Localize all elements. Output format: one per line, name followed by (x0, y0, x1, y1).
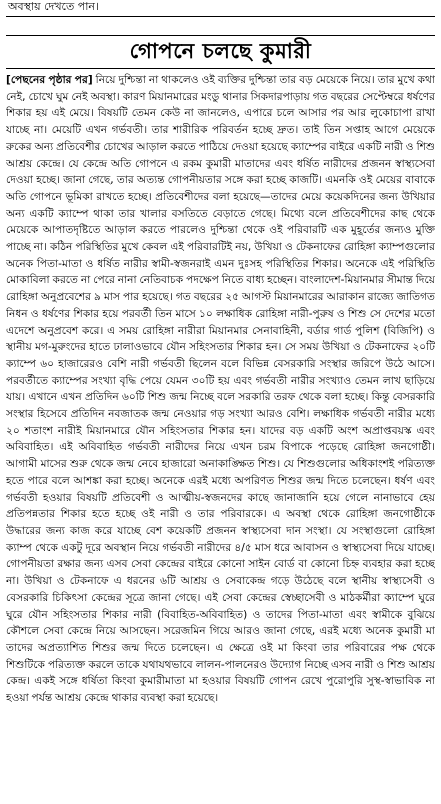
previous-article-fragment: অবস্থায় দেখতে পান। (6, 0, 435, 17)
article-body-text: নিয়ে দুশ্চিন্তা না থাকলেও ওই ব্যক্তির দুশ্চিন্তা তার বড় মেয়েকে নিয়ে। তার মুখে কথা নেই, চোখে ঘুম নেই অবস্থা। কারণ মিয়ানমারের মংডু থানার সিকদারপাড়ায় গত বছরের সেপ্টেম্বরে ধর্ষণের শিকার হয় এই মেয়ে। বিষয়টি তেমন কেউ না জানলেও, এপারে চলে আসার পর আর লুকোচাপা রাখা যাচ্ছে না। মেয়েটি এখন গর্ভবতী। তার শারীরিক পরিবর্তন হচ্ছে দ্রুত। তাই তিন সপ্তাহ আগে মেয়েকে রুকের অন্য প্রতিবেশীর চোখের আড়াল করতে পাঠিয়ে দেওয়া হয়েছে ক্যাম্পের বাইরে একটি নারী ও শিশু আশ্রয় কেন্দ্রে। যে কেন্দ্রে অতি গোপনে এ রকম কুমারী মাতাদের এবং ধর্ষিত নারীদের প্রজনন স্বাস্থ্যসেবা দেওয়া হচ্ছে। জানা গেছে, তার অত্যন্ত গোপনীয়তার সঙ্গে করা হচ্ছে কাজটি। এমনকি ওই মেয়ের বাবাকে অতি গোপনে ভূমিকা রাখতে হচ্ছে। প্রতিবেশীদের বলা হয়েছে—তাদের মেয়ে কয়েকদিনের জন্য উখিয়ার অন্য একটি ক্যাম্পে থাকা তার খালার বসতিতে বেড়াতে গেছে। মিথ্যে বলে প্রতিবেশীদের কাছ থেকে মেয়েকে আপাতদৃষ্টিতে আড়াল করতে পারলেও দুশ্চিন্তা থেকে ওই পরিবারটি এক মুহূর্তের জন্যও মুক্তি পাচ্ছে না। কঠিন পরিস্থিতির মুখে কেবল এই পরিবারটিই নয়, উখিয়া ও টেকনাফের রোহিঙ্গা ক্যাম্পগুলোর অনেক পিতা-মাতা ও ধর্ষিত নারীর স্বামী-স্বজনরাই এমন দুঃসহ পরিস্থিতির শিকার। অনেকে এই পরিস্থিতি মোকাবিলা করতে না পেরে নানা নেতিবাচক পদক্ষেপ নিতে বাধ্য হচ্ছেন। বাংলাদেশ-মিয়ানমার সীমান্ত দিয়ে রোহিঙ্গা অনুপ্রবেশের ৯ মাস পার হয়েছে। গত বছরের ২৫ আগস্ট মিয়ানমারের আরাকান রাজ্যে জাতিগত নিধন ও ধর্ষণের শিকার হয়ে পরবর্তী তিন মাসে ১০ লক্ষাধিক রোহিঙ্গা নারী-পুরুষ ও শিশু সে দেশের মতো এদেশে অনুপ্রবেশ করে। এ সময় রোহিঙ্গা নারীরা মিয়ানমার সেনাবাহিনী, বর্ডার গার্ড পুলিশ (বিজিপি) ও স্থানীয় মগ-মুরুংদের হাতে ঢালাওভাবে যৌন সহিংসতার শিকার হন। সে সময় উখিয়া ও টেকনাফের ২০টি ক্যাম্পে ৬০ হাজারেরও বেশি নারী গর্ভবতী ছিলেন বলে বিভিন্ন বেসরকারি সংস্থার জরিপে উঠে আসে। পরবর্তীতে ক্যাম্পের সংখ্যা বৃদ্ধি পেয়ে যেমন ৩০টি হয় এবং গর্ভবতী নারীর সংখ্যাও তেমন লাখ ছাড়িয়ে যায়। এখানে এখন প্রতিদিন ৬০টি শিশু জন্ম নিচ্ছে বলে সরকারি তরফ থেকে বলা হচ্ছে। কিন্তু বেসরকারি সংস্থার হিসেবে প্রতিদিন নবজাতক জন্ম নেওয়ার গড় সংখ্যা আরও বেশি। লক্ষাধিক গর্ভবতী নারীর মধ্যে ২০ শতাংশ নারীই মিয়ানমারে যৌন সহিংসতার শিকার হন। যাদের বড় একটি অংশ অপ্রাপ্তবয়স্ক এবং অবিবাহিত। এই অবিবাহিত গর্ভবতী নারীদের নিয়ে এখন চরম বিপাকে পড়েছে রোহিঙ্গা জনগোষ্ঠী। আগামী মাসের শুরু থেকে জন্ম নেবে হাজারো অনাকাঙ্ক্ষিত শিশু। যে শিশুগুলোর অধিকাংশই পরিত্যক্ত হতে পারে বলে আশঙ্কা করা হচ্ছে। অনেকে এরই মধ্যে অপরিণত শিশুর জন্ম দিতে চলেছেন। ধর্ষণ এবং গর্ভবতী হওয়ার বিষয়টি প্রতিবেশী ও আত্মীয়-স্বজনদের কাছে জানাজানি হয়ে গেলে নানাভাবে হেয় প্রতিপন্নতার শিকার হতে হচ্ছে ওই নারী ও তার পরিবারকে। এ অবস্থা থেকে রোহিঙ্গা জনগোষ্ঠীকে উদ্ধারের জন্য কাজ করে যাচ্ছে বেশ কয়েকটি প্রজনন স্বাস্থ্যসেবা দান সংস্থা। যে সংস্থাগুলো রোহিঙ্গা ক্যাম্প থেকে একটু দূরে অবস্থান নিয়ে গর্ভবতী নারীদের ৪/৫ মাস ধরে আবাসন ও স্বাস্থ্যসেবা দিয়ে যাচ্ছে। গোপনীয়তা রক্ষার জন্য এসব সেবা কেন্দ্রের বাইরে কোনো সাইন বোর্ড বা কোনো চিহ্ন ব্যবহার করা হচ্ছে না। উখিয়া ও টেকনাফে এ ধরনের ৬টি আশ্রয় ও সেবাকেন্দ্র গড়ে উঠেছে বলে স্থানীয় স্বাস্থ্যসেবী ও বেসরকারি চিকিৎসা কেন্দ্রের সূত্রে জানা গেছে। এই সেবা কেন্দ্রের স্বেচ্ছাসেবী ও মাঠকর্মীরা ক্যাম্পে ঘুরে ঘুরে যৌন সহিংসতার শিকার নারী (বিবাহিত-অবিবাহিত) ও তাদের পিতা-মাতা এবং স্বামীকে বুঝিয়ে কৌশলে সেবা কেন্দ্রে নিয়ে আসছেন। সরেজমিন গিয়ে আরও জানা গেছে, এরই মধ্যে অনেক কুমারী মা তাদের অপ্রত্যাশিত শিশুর জন্ম দিতে চলেছেন। এ ক্ষেত্রে ওই মা কিংবা তার পরিবারের পক্ষ থেকে শিশুটিকে পরিত্যক্ত করলে তাকে যথাযথভাবে লালন-পালনেরও উদ্যোগ নিচ্ছে এসব নারী ও শিশু আশ্রয় কেন্দ্র। একই সঙ্গে ধর্ষিতা কিংবা কুমারীমাতা মা হওয়ার বিষয়টি গোপন রেখে পুরোপুরি সুস্থ-স্বাভাবিক না হওয়া পর্যন্ত আশ্রয় কেন্দ্রে থাকার ব্যবস্থা করা হয়েছে। (6, 74, 435, 705)
article-headline: গোপনে চলছে কুমারী (129, 38, 312, 63)
headline-box (6, 35, 435, 69)
article-body (6, 72, 435, 796)
continuation-lead: [পেছনের পৃষ্ঠার পর] (6, 74, 93, 86)
